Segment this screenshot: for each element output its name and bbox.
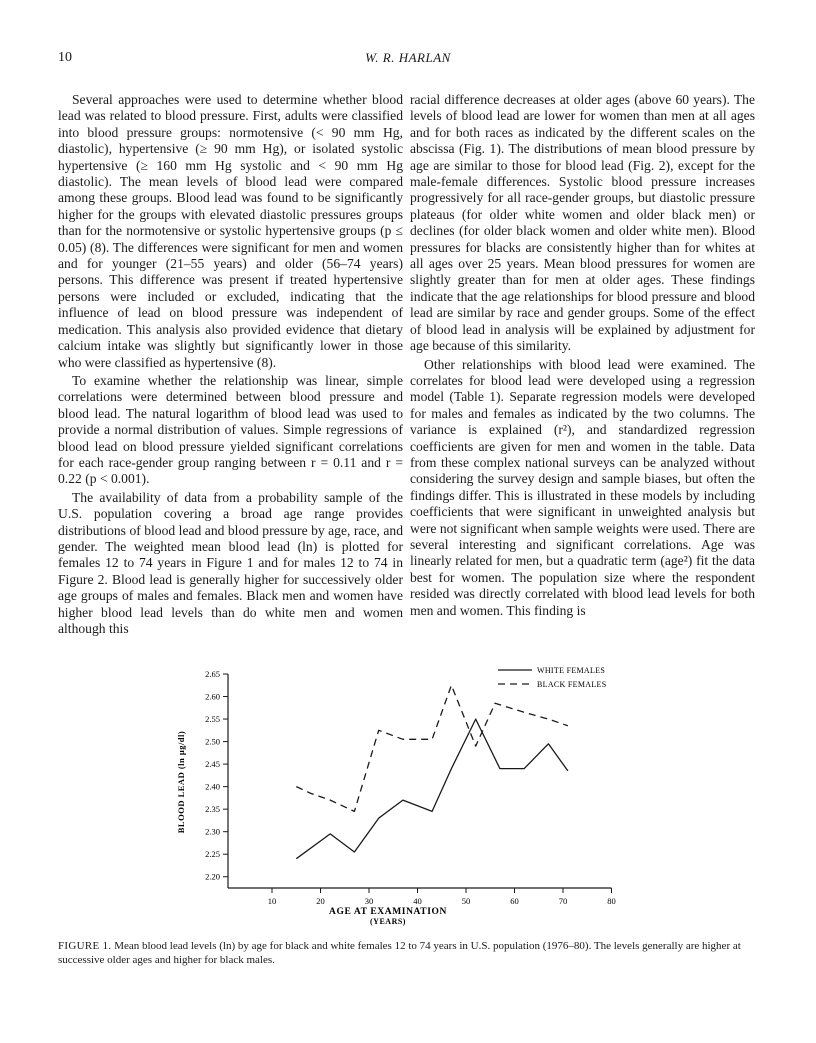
paragraph: The availability of data from a probability sample of the U.S. population covering a broad age range provides distributions of blood lead and blood pressure by age, race, and gender. The weighted mean blood lead (ln) is plotted for females 12 to 74 years in Figure 1 and for males 12 to 74 in Figure 2. Blood lead is generally higher for successively older age groups of males and females. Black men and women have higher blood lead levels than do white men and women although this: [58, 489, 403, 636]
x-tick-label: 20: [316, 896, 325, 906]
series-line-black-females: [296, 685, 568, 811]
running-head: W. R. HARLAN: [365, 50, 451, 65]
y-axis-label: BLOOD LEAD (ln μg/dl): [176, 730, 186, 834]
x-tick-label: 30: [364, 896, 374, 906]
y-tick-label: 2.50: [205, 736, 220, 747]
x-tick-label: 10: [267, 896, 277, 906]
chart-series: [296, 685, 568, 858]
y-tick-label: 2.45: [205, 759, 220, 770]
x-tick-label: 80: [607, 896, 616, 906]
y-tick-label: 2.55: [205, 714, 220, 725]
series-line-white-females: [296, 719, 568, 859]
y-tick-label: 2.20: [205, 871, 220, 882]
y-tick-label: 2.40: [205, 781, 220, 792]
paragraph: Other relationships with blood lead were examined. The correlates for blood lead were developed using a regression model (Table 1). Separate regression models were developed for males and females as indicated by the two columns. The variance is explained (r²), and standardized regression coefficients are given for men and women in the table. Data from these complex national surveys can be analyzed without considering the survey design and sample biases, but often the findings differ. This is illustrated in these models by including coefficients that were significant in unweighted analysis but were not significant when sample weights were used. There are several interesting and significant correlations. Age was linearly related for men, but a quadratic term (age²) fit the data best for women. The population size where the respondent resided was directly correlated with blood lead levels for both men and women. This finding is: [410, 356, 755, 618]
chart-legend: [498, 666, 606, 689]
y-tick-label: 2.30: [205, 826, 220, 837]
caption-label: FIGURE 1.: [58, 940, 112, 952]
y-tick-label: 2.65: [205, 669, 220, 679]
y-tick-label: 2.25: [205, 849, 220, 860]
x-tick-label: 40: [413, 896, 422, 906]
y-tick-label: 2.60: [205, 691, 220, 702]
figure-1: [160, 652, 680, 932]
paragraph: racial difference decreases at older ages (above 60 years). The levels of blood lead are lower for women than men at all ages and for both races as indicated by the different scales on the abscissa (Fig. 1). The distributions of mean blood pressure by age are similar to those for blood lead (Fig. 2), except for the male-female differences. Systolic blood pressure increases progressively for all race-gender groups, but diastolic pressure plateaus (for older white women and older black men) or declines (for older black women and older white men). Blood pressures for blacks are consistently higher than for whites at all ages over 25 years. Mean blood pressures for women are slightly greater than for men at older ages. These findings indicate that the age relationships for blood pressure and blood lead are similar by race and gender groups. Some of the effect of blood lead in analysis will be explained by adjustment for age because of this similarity.: [410, 92, 755, 354]
legend-label: WHITE FEMALES: [537, 666, 606, 675]
legend-label: BLACK FEMALES: [537, 680, 607, 689]
x-tick-label: 70: [558, 896, 568, 906]
page-number: 10: [58, 50, 72, 65]
figure-caption: [58, 939, 758, 967]
x-tick-label: 50: [461, 896, 471, 906]
left-column: [58, 92, 403, 639]
right-column: [410, 92, 755, 621]
paragraph: To examine whether the relationship was linear, simple correlations were determined between blood pressure and blood lead. The natural logarithm of blood lead was used to provide a normal distribution of values. Simple regressions of blood lead on blood pressure yielded significant correlations for each race-gender group ranging between r = 0.11 and r = 0.22 (p < 0.001).: [58, 372, 403, 487]
blood-lead-chart: [160, 652, 680, 932]
chart-axes: [205, 669, 616, 906]
caption-text: Mean blood lead levels (ln) by age for black and white females 12 to 74 years in U.S. population (1976–80). The levels generally are higher at successive older ages and higher for black males.: [58, 940, 741, 966]
x-tick-label: 60: [510, 896, 519, 906]
x-axis-label: AGE AT EXAMINATION: [329, 907, 447, 917]
y-tick-label: 2.35: [205, 804, 220, 815]
paragraph: Several approaches were used to determine whether blood lead was related to blood pressure. First, adults were classified into blood pressure groups: normotensive (< 90 mm Hg, diastolic), hypertensive (≥ 90 mm Hg), or isolated systolic hypertensive (≥ 160 mm Hg systolic and < 90 mm Hg diastolic). The mean levels of blood lead were compared among these groups. Blood lead was found to be significantly higher for the groups with elevated diastolic pressures groups than for the normotensive or systolic hypertensive groups (p ≤ 0.05) (8). The differences were significant for men and women and for younger (21–55 years) and older (56–74 years) persons. This difference was present if treated hypertensive persons were included or excluded, indicating that the influence of lead on blood pressure was independent of medication. This analysis also provided evidence that dietary calcium intake was slightly but significantly lower in those who were classified as hypertensive (8).: [58, 92, 403, 370]
x-axis-label-sub: (YEARS): [370, 917, 406, 926]
